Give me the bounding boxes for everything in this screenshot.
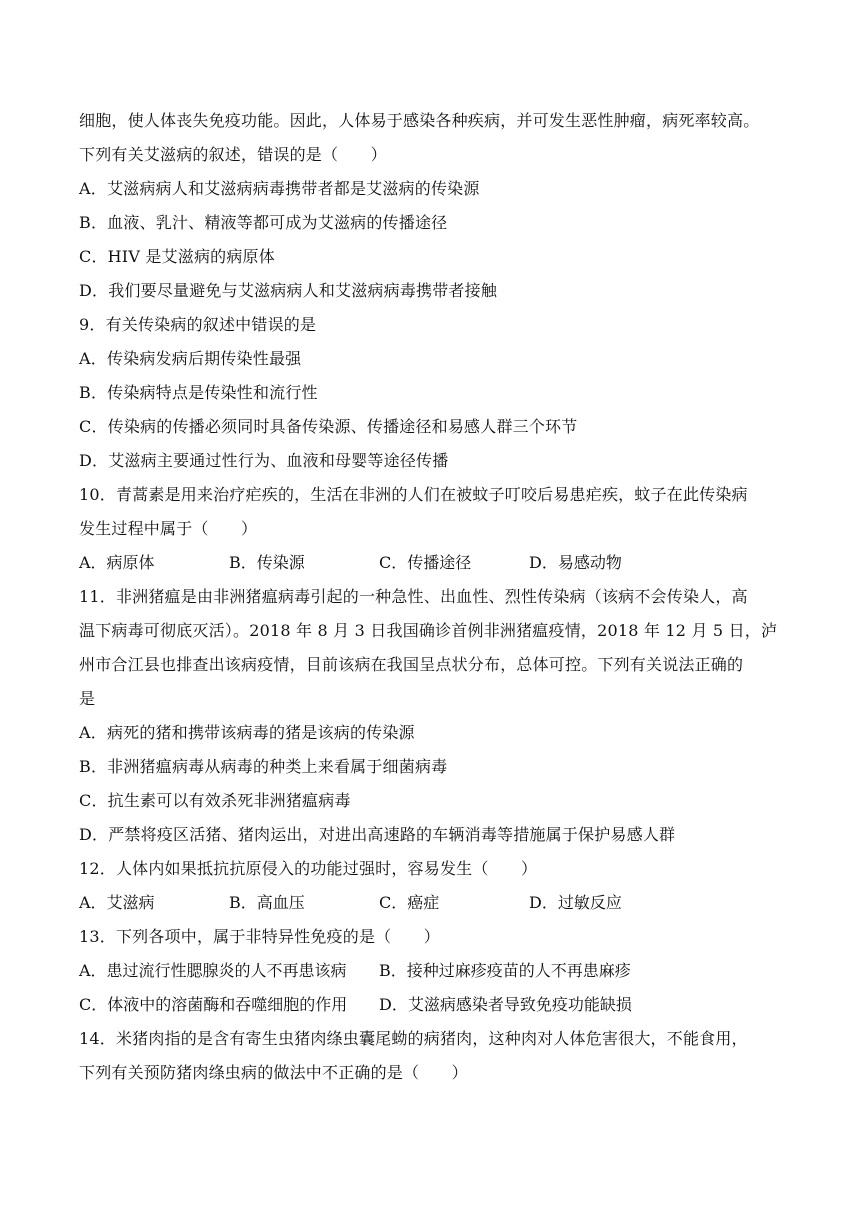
- option-a: A．艾滋病病人和艾滋病病毒携带者都是艾滋病的传染源: [79, 179, 480, 198]
- option-b: B．传染病特点是传染性和流行性: [79, 383, 318, 402]
- option-c: C．抗生素可以有效杀死非洲猪瘟病毒: [79, 791, 351, 810]
- option-c: C．癌症: [379, 893, 440, 912]
- question-8-stem: 下列有关艾滋病的叙述，错误的是（ ）: [79, 145, 387, 164]
- option-d: D．我们要尽量避免与艾滋病病人和艾滋病病毒携带者接触: [79, 281, 498, 300]
- question-14-stem-cont: 下列有关预防猪肉绦虫病的做法中不正确的是（ ）: [79, 1063, 468, 1082]
- option-d: D．严禁将疫区活猪、猪肉运出，对进出高速路的车辆消毒等措施属于保护易感人群: [79, 825, 676, 844]
- document-page: [79, 104, 799, 1090]
- question-11-stem: 11．非洲猪瘟是由非洲猪瘟病毒引起的一种急性、出血性、烈性传染病（该病不会传染人，高: [79, 587, 748, 606]
- option-d: D．易感动物: [529, 553, 622, 572]
- option-b: B．接种过麻疹疫苗的人不再患麻疹: [379, 961, 631, 980]
- question-13-stem: 13．下列各项中，属于非特异性免疫的是（ ）: [79, 927, 440, 946]
- question-11-stem-cont: 是: [79, 689, 96, 708]
- question-13-options-row1: [79, 954, 799, 988]
- option-b: B．传染源: [229, 553, 305, 572]
- option-c: C．传播途径: [379, 553, 472, 572]
- question-11-stem-cont: 温下病毒可彻底灭活）。2018 年 8 月 3 日我国确诊首例非洲猪瘟疫情，2018 年 12 月 5 日，泸: [79, 621, 778, 640]
- option-a: A．艾滋病: [79, 893, 155, 912]
- question-10-stem: 10．青蒿素是用来治疗疟疾的，生活在非洲的人们在被蚊子叮咬后易患疟疾，蚊子在此传染病: [79, 485, 748, 504]
- question-10-stem-cont: 发生过程中属于（ ）: [79, 519, 258, 538]
- option-c: C．HIV 是艾滋病的病原体: [79, 247, 275, 266]
- option-a: A．患过流行性腮腺炎的人不再患该病: [79, 961, 347, 980]
- option-d: D．艾滋病主要通过性行为、血液和母婴等途径传播: [79, 451, 449, 470]
- question-10-options: [79, 546, 799, 580]
- question-11-stem-cont: 州市合江县也排查出该病疫情，目前该病在我国呈点状分布，总体可控。下列有关说法正确的: [79, 655, 744, 674]
- option-a: A．病原体: [79, 553, 155, 572]
- option-d: D．艾滋病感染者导致免疫功能缺损: [379, 995, 632, 1014]
- option-c: C．体液中的溶菌酶和吞噬细胞的作用: [79, 995, 348, 1014]
- text-line: 细胞，使人体丧失免疫功能。因此，人体易于感染各种疾病，并可发生恶性肿瘤，病死率较高。: [79, 111, 760, 130]
- question-12-options: [79, 886, 799, 920]
- option-a: A．病死的猪和携带该病毒的猪是该病的传染源: [79, 723, 415, 742]
- option-b: B．高血压: [229, 893, 305, 912]
- option-c: C．传染病的传播必须同时具备传染源、传播途径和易感人群三个环节: [79, 417, 578, 436]
- question-9-stem: 9．有关传染病的叙述中错误的是: [79, 315, 317, 334]
- option-a: A．传染病发病后期传染性最强: [79, 349, 302, 368]
- question-13-options-row2: [79, 988, 799, 1022]
- option-b: B．非洲猪瘟病毒从病毒的种类上来看属于细菌病毒: [79, 757, 448, 776]
- question-12-stem: 12．人体内如果抵抗抗原侵入的功能过强时，容易发生（ ）: [79, 859, 538, 878]
- option-b: B．血液、乳汁、精液等都可成为艾滋病的传播途径: [79, 213, 448, 232]
- option-d: D．过敏反应: [529, 893, 622, 912]
- question-14-stem: 14．米猪肉指的是含有寄生虫猪肉绦虫囊尾蚴的病猪肉，这种肉对人体危害很大，不能食用，: [79, 1029, 748, 1048]
